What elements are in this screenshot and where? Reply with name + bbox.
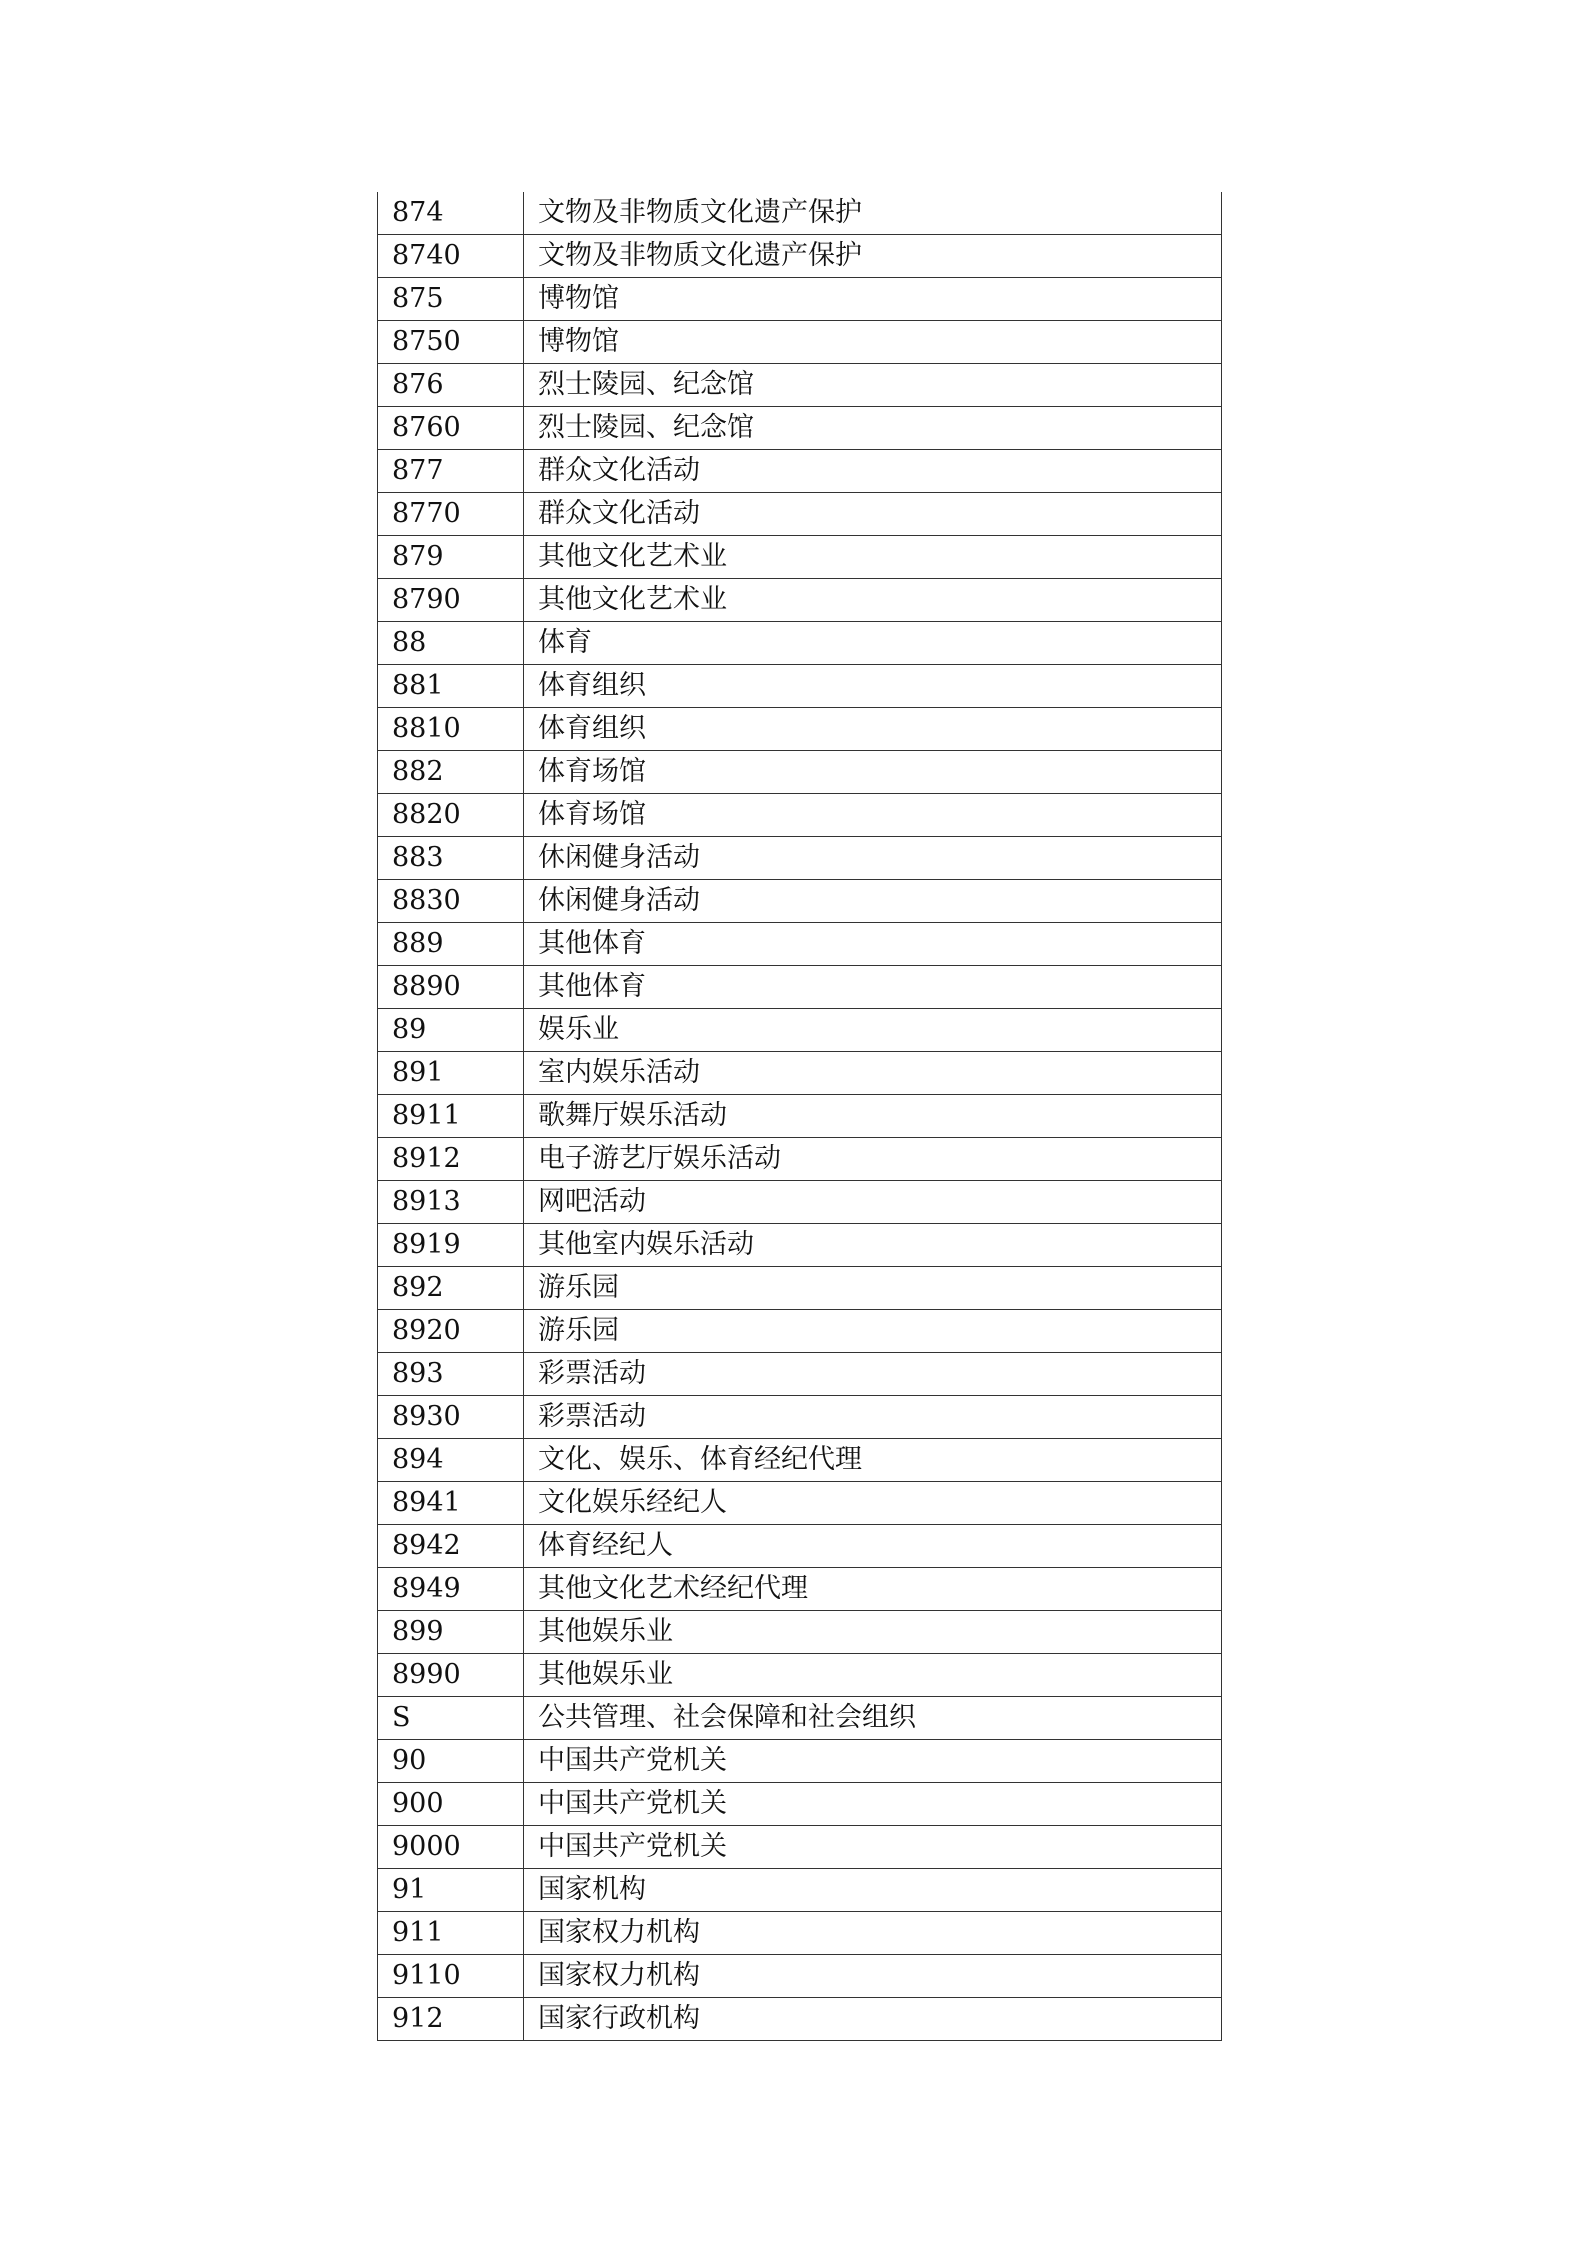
industry-name-cell: 文物及非物质文化遗产保护 xyxy=(524,235,1222,278)
table-row xyxy=(378,1439,1222,1482)
industry-code-cell: 874 xyxy=(378,192,524,235)
industry-name-cell: 其他娱乐业 xyxy=(524,1654,1222,1697)
industry-code-cell: 8740 xyxy=(378,235,524,278)
industry-name-cell: 中国共产党机关 xyxy=(524,1783,1222,1826)
table-row xyxy=(378,1138,1222,1181)
industry-name-cell: 歌舞厅娱乐活动 xyxy=(524,1095,1222,1138)
table-row xyxy=(378,1783,1222,1826)
industry-name-cell: 休闲健身活动 xyxy=(524,837,1222,880)
industry-code-cell: 912 xyxy=(378,1998,524,2041)
table-row xyxy=(378,1740,1222,1783)
industry-name-cell: 中国共产党机关 xyxy=(524,1826,1222,1869)
industry-code-cell: S xyxy=(378,1697,524,1740)
industry-name-cell: 公共管理、社会保障和社会组织 xyxy=(524,1697,1222,1740)
table-row xyxy=(378,1482,1222,1525)
industry-name-cell: 博物馆 xyxy=(524,278,1222,321)
table-row xyxy=(378,364,1222,407)
industry-code-table xyxy=(377,192,1222,2041)
industry-name-cell: 国家权力机构 xyxy=(524,1955,1222,1998)
table-row xyxy=(378,923,1222,966)
industry-name-cell: 国家权力机构 xyxy=(524,1912,1222,1955)
table-body xyxy=(378,192,1222,2041)
table-row xyxy=(378,579,1222,622)
table-row xyxy=(378,1826,1222,1869)
table-row xyxy=(378,1912,1222,1955)
table-row xyxy=(378,1869,1222,1912)
industry-code-cell: 8890 xyxy=(378,966,524,1009)
table-row xyxy=(378,1654,1222,1697)
industry-code-cell: 8790 xyxy=(378,579,524,622)
industry-name-cell: 体育经纪人 xyxy=(524,1525,1222,1568)
industry-code-cell: 899 xyxy=(378,1611,524,1654)
industry-name-cell: 休闲健身活动 xyxy=(524,880,1222,923)
industry-code-cell: 881 xyxy=(378,665,524,708)
industry-name-cell: 室内娱乐活动 xyxy=(524,1052,1222,1095)
table-row xyxy=(378,1525,1222,1568)
industry-name-cell: 群众文化活动 xyxy=(524,493,1222,536)
table-row xyxy=(378,1697,1222,1740)
table-row xyxy=(378,407,1222,450)
industry-code-cell: 8920 xyxy=(378,1310,524,1353)
industry-code-cell: 9110 xyxy=(378,1955,524,1998)
industry-name-cell: 中国共产党机关 xyxy=(524,1740,1222,1783)
industry-code-cell: 911 xyxy=(378,1912,524,1955)
industry-code-cell: 8820 xyxy=(378,794,524,837)
industry-code-cell: 8750 xyxy=(378,321,524,364)
industry-code-cell: 8919 xyxy=(378,1224,524,1267)
industry-name-cell: 文化娱乐经纪人 xyxy=(524,1482,1222,1525)
industry-name-cell: 体育场馆 xyxy=(524,794,1222,837)
industry-name-cell: 国家行政机构 xyxy=(524,1998,1222,2041)
table-row xyxy=(378,235,1222,278)
industry-code-cell: 8911 xyxy=(378,1095,524,1138)
industry-name-cell: 其他文化艺术业 xyxy=(524,536,1222,579)
industry-name-cell: 体育场馆 xyxy=(524,751,1222,794)
industry-code-cell: 8810 xyxy=(378,708,524,751)
industry-code-cell: 893 xyxy=(378,1353,524,1396)
industry-name-cell: 文化、娱乐、体育经纪代理 xyxy=(524,1439,1222,1482)
industry-name-cell: 其他体育 xyxy=(524,966,1222,1009)
table-row xyxy=(378,837,1222,880)
industry-name-cell: 彩票活动 xyxy=(524,1396,1222,1439)
industry-name-cell: 其他体育 xyxy=(524,923,1222,966)
industry-name-cell: 娱乐业 xyxy=(524,1009,1222,1052)
table-row xyxy=(378,1955,1222,1998)
industry-name-cell: 群众文化活动 xyxy=(524,450,1222,493)
table-row xyxy=(378,622,1222,665)
industry-name-cell: 烈士陵园、纪念馆 xyxy=(524,364,1222,407)
table-row xyxy=(378,1267,1222,1310)
table-row xyxy=(378,1611,1222,1654)
industry-code-cell: 876 xyxy=(378,364,524,407)
industry-name-cell: 博物馆 xyxy=(524,321,1222,364)
table-row xyxy=(378,1568,1222,1611)
industry-code-cell: 8912 xyxy=(378,1138,524,1181)
industry-name-cell: 其他文化艺术业 xyxy=(524,579,1222,622)
industry-code-cell: 8990 xyxy=(378,1654,524,1697)
industry-code-cell: 8760 xyxy=(378,407,524,450)
industry-code-cell: 8913 xyxy=(378,1181,524,1224)
industry-code-cell: 89 xyxy=(378,1009,524,1052)
table-row xyxy=(378,1998,1222,2041)
table-row xyxy=(378,880,1222,923)
table-row xyxy=(378,321,1222,364)
industry-code-cell: 90 xyxy=(378,1740,524,1783)
table-row xyxy=(378,1095,1222,1138)
table-row xyxy=(378,1052,1222,1095)
table-row xyxy=(378,192,1222,235)
industry-code-cell: 88 xyxy=(378,622,524,665)
industry-code-cell: 889 xyxy=(378,923,524,966)
industry-name-cell: 体育 xyxy=(524,622,1222,665)
industry-name-cell: 其他娱乐业 xyxy=(524,1611,1222,1654)
industry-name-cell: 其他文化艺术经纪代理 xyxy=(524,1568,1222,1611)
industry-name-cell: 其他室内娱乐活动 xyxy=(524,1224,1222,1267)
industry-code-cell: 883 xyxy=(378,837,524,880)
industry-code-cell: 879 xyxy=(378,536,524,579)
table-row xyxy=(378,708,1222,751)
table-row xyxy=(378,751,1222,794)
industry-name-cell: 国家机构 xyxy=(524,1869,1222,1912)
industry-name-cell: 烈士陵园、纪念馆 xyxy=(524,407,1222,450)
table-row xyxy=(378,278,1222,321)
table-row xyxy=(378,1396,1222,1439)
industry-code-cell: 8770 xyxy=(378,493,524,536)
table-row xyxy=(378,450,1222,493)
table-row xyxy=(378,1224,1222,1267)
industry-code-cell: 875 xyxy=(378,278,524,321)
table-row xyxy=(378,966,1222,1009)
industry-name-cell: 体育组织 xyxy=(524,665,1222,708)
industry-code-cell: 8942 xyxy=(378,1525,524,1568)
table-row xyxy=(378,1009,1222,1052)
table-row xyxy=(378,665,1222,708)
industry-code-cell: 8930 xyxy=(378,1396,524,1439)
table-row xyxy=(378,1181,1222,1224)
table-row xyxy=(378,794,1222,837)
industry-code-cell: 8949 xyxy=(378,1568,524,1611)
industry-code-cell: 8941 xyxy=(378,1482,524,1525)
industry-code-cell: 894 xyxy=(378,1439,524,1482)
table-row xyxy=(378,493,1222,536)
industry-name-cell: 游乐园 xyxy=(524,1310,1222,1353)
industry-name-cell: 彩票活动 xyxy=(524,1353,1222,1396)
table-row xyxy=(378,536,1222,579)
industry-code-cell: 91 xyxy=(378,1869,524,1912)
industry-name-cell: 游乐园 xyxy=(524,1267,1222,1310)
industry-code-cell: 877 xyxy=(378,450,524,493)
industry-code-cell: 891 xyxy=(378,1052,524,1095)
industry-code-cell: 892 xyxy=(378,1267,524,1310)
industry-name-cell: 体育组织 xyxy=(524,708,1222,751)
industry-code-cell: 900 xyxy=(378,1783,524,1826)
industry-code-cell: 9000 xyxy=(378,1826,524,1869)
industry-code-cell: 882 xyxy=(378,751,524,794)
industry-name-cell: 文物及非物质文化遗产保护 xyxy=(524,192,1222,235)
table-row xyxy=(378,1353,1222,1396)
table-row xyxy=(378,1310,1222,1353)
industry-code-cell: 8830 xyxy=(378,880,524,923)
industry-name-cell: 网吧活动 xyxy=(524,1181,1222,1224)
industry-name-cell: 电子游艺厅娱乐活动 xyxy=(524,1138,1222,1181)
